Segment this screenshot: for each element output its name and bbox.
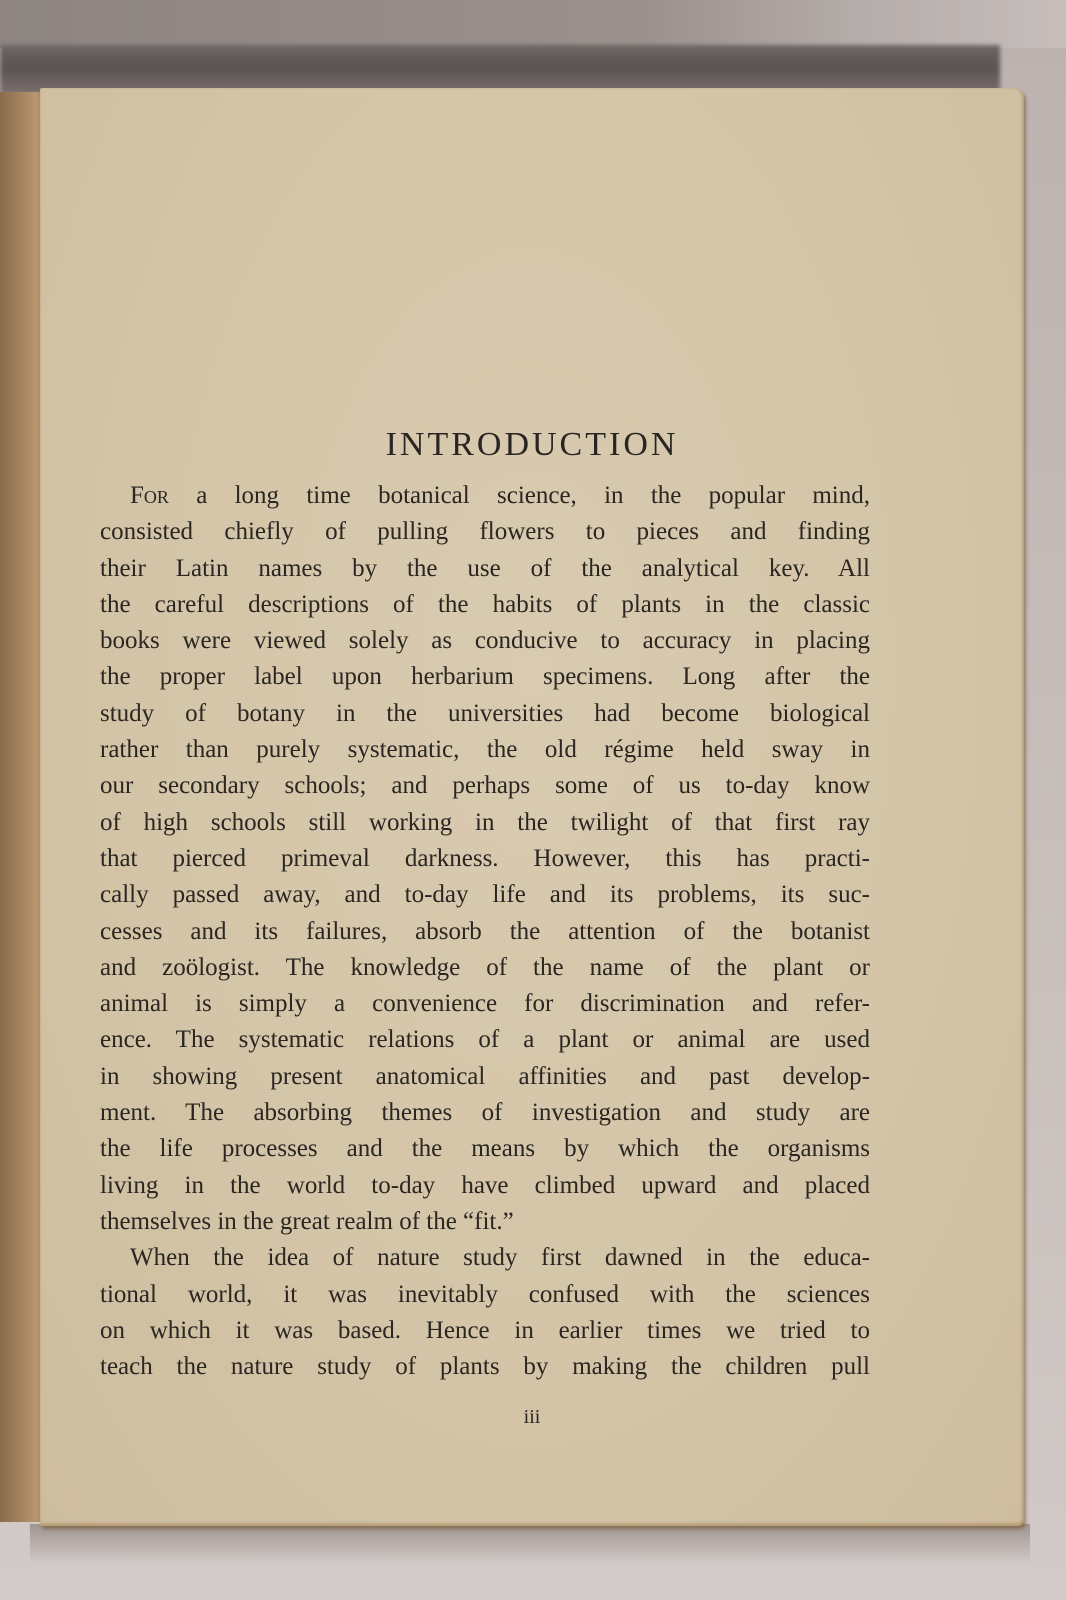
text-line [100,587,870,623]
line-text: a long time botanical science, in the popular mind, [168,482,870,509]
line-text: living in the world to-day have climbed upward and placed [100,1171,870,1199]
text-line [100,1313,870,1349]
text-line [100,1240,870,1276]
background-wall [0,0,1066,48]
line-text: consisted chiefly of pulling flowers to pieces and finding [100,518,870,546]
text-line [100,805,870,841]
line-text: themselves in the great realm of the “fit.” [100,1207,514,1235]
line-text: and zoölogist. The knowledge of the name of the plant or [100,953,870,981]
line-text: teach the nature study of plants by making the children pull [100,1353,870,1381]
line-text: When the idea of nature study first dawned in the educa- [130,1244,870,1272]
line-text: cally passed away, and to-day life and its problems, its suc- [100,881,870,909]
line-text: study of botany in the universities had become biological [100,699,870,727]
page-number: iii [523,1406,541,1428]
text-line [100,623,870,659]
line-text: tional world, it was inevitably confused with the sciences [100,1280,870,1308]
text-line [100,551,870,587]
line-text: books were viewed solely as conducive to accuracy in placing [100,627,870,655]
text-line [100,768,870,804]
line-text: the proper label upon herbarium specimens. Long after the [100,663,870,691]
text-line [100,659,870,695]
line-text: of high schools still working in the twilight of that first ray [100,808,870,836]
text-line [100,950,870,986]
text-line [100,478,870,514]
line-text: animal is simply a convenience for discrimination and refer- [100,990,870,1018]
line-text: rather than purely systematic, the old régime held sway in [100,736,870,764]
page-shadow [30,1524,1030,1564]
book-cover-edge [0,92,45,1522]
line-text: in showing present anatomical affinities and past develop- [100,1062,870,1090]
text-line [100,1204,870,1240]
line-text: the careful descriptions of the habits of plants in the classic [100,590,870,618]
text-line [100,514,870,550]
line-text: our secondary schools; and perhaps some of us to-day know [100,772,870,800]
line-text: the life processes and the means by which the organisms [100,1135,870,1163]
lead-word: For [130,482,169,509]
text-line [100,877,870,913]
text-line [100,732,870,768]
line-text: ment. The absorbing themes of investigation and study are [100,1099,870,1127]
book-page [40,88,1024,1526]
text-line [100,914,870,950]
text-line [100,696,870,732]
page-title: INTRODUCTION [385,425,679,463]
text-line [100,1095,870,1131]
text-line [100,1168,870,1204]
text-line [100,1022,870,1058]
line-text: cesses and its failures, absorb the attention of the botanist [100,917,870,945]
line-text: that pierced primeval darkness. However, this has practi- [100,844,870,872]
line-text: ence. The systematic relations of a plant or animal are used [100,1026,870,1054]
text-line [100,1277,870,1313]
text-line [100,1349,870,1385]
text-line [100,1131,870,1167]
line-text: their Latin names by the use of the analytical key. All [100,554,870,582]
body-text [100,478,870,1385]
text-line [100,1059,870,1095]
text-line [100,986,870,1022]
line-text: on which it was based. Hence in earlier times we tried to [100,1316,870,1344]
text-line [100,841,870,877]
